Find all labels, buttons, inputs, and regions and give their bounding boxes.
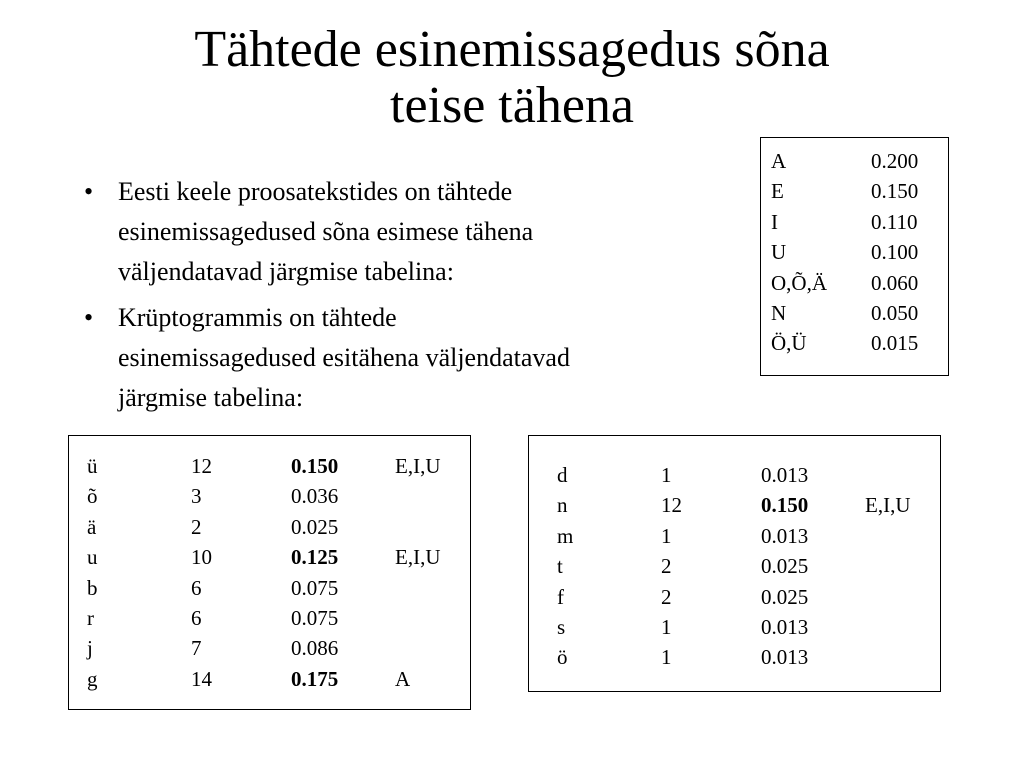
count-cell: 12: [191, 454, 212, 478]
title-line-1: Tähtede esinemissagedus sõna: [194, 21, 830, 78]
table-row: [87, 481, 441, 511]
count-cell: 1: [661, 615, 672, 640]
letter-cell: m: [557, 523, 574, 548]
bullet-line: esinemissagedused sõna esimese tähena: [118, 217, 534, 246]
letter-cell: b: [87, 575, 98, 600]
letter-cell: g: [87, 666, 98, 691]
match-cell: [395, 481, 441, 511]
bullet-item: [80, 298, 730, 418]
frequency-cell: 0.110: [871, 209, 918, 234]
match-cell: E,I,U: [865, 493, 911, 518]
table-row: [557, 642, 911, 672]
frequency-cell: 0.060: [871, 270, 919, 295]
frequency-cell: 0.025: [291, 514, 339, 539]
count-cell: 7: [191, 636, 202, 661]
letter-cell: A: [771, 149, 787, 173]
count-cell: 1: [661, 463, 672, 487]
bullet-line: Krüptogrammis on tähtede: [118, 303, 397, 332]
table-row: [557, 612, 911, 642]
table-row: [771, 207, 918, 237]
letter-cell: r: [87, 606, 94, 631]
match-cell: [865, 521, 911, 551]
count-cell: 2: [661, 554, 672, 579]
bullet-marker: •: [84, 177, 94, 206]
frequency-cell: 0.175: [291, 666, 339, 691]
count-cell: 12: [661, 493, 682, 518]
table-row: [771, 268, 918, 298]
match-cell: A: [395, 666, 411, 691]
table-row: [87, 512, 441, 542]
letter-cell: u: [87, 545, 98, 570]
count-cell: 10: [191, 545, 212, 570]
cryptogram-frequency-table-left: [68, 435, 471, 710]
match-cell: [865, 460, 911, 490]
table-row: [771, 328, 918, 358]
frequency-cell: 0.125: [291, 545, 339, 570]
frequency-cell: 0.013: [761, 523, 809, 548]
table-row: [87, 542, 441, 572]
match-cell: [395, 512, 441, 542]
frequency-cell: 0.013: [761, 463, 809, 487]
frequency-cell: 0.075: [291, 575, 339, 600]
frequency-cell: 0.015: [871, 331, 919, 356]
bullet-line: Eesti keele proosatekstides on tähtede: [118, 177, 513, 206]
letter-cell: I: [771, 209, 778, 234]
frequency-cell: 0.036: [291, 484, 339, 509]
count-cell: 6: [191, 575, 202, 600]
letter-cell: t: [557, 554, 563, 579]
table-row: [557, 551, 911, 581]
table-row: [557, 490, 911, 520]
count-cell: 2: [661, 584, 672, 609]
frequency-cell: 0.086: [291, 636, 339, 661]
table-row: [87, 664, 441, 694]
table-row: [771, 298, 918, 328]
count-cell: 3: [191, 484, 202, 509]
match-cell: [395, 633, 441, 663]
match-cell: E,I,U: [395, 454, 441, 478]
count-cell: 6: [191, 606, 202, 631]
frequency-cell: 0.025: [761, 554, 809, 579]
table-row: [557, 460, 911, 490]
table-row: [557, 582, 911, 612]
match-cell: E,I,U: [395, 545, 441, 570]
match-cell: [865, 551, 911, 581]
frequency-cell: 0.025: [761, 584, 809, 609]
first-letter-frequency-table: [760, 137, 949, 376]
bullet-item: [80, 172, 730, 292]
match-cell: [395, 603, 441, 633]
table-row: [87, 633, 441, 663]
frequency-cell: 0.150: [291, 454, 339, 478]
count-cell: 2: [191, 514, 202, 539]
count-cell: 14: [191, 666, 212, 691]
bullet-line: järgmise tabelina:: [118, 383, 304, 412]
table-row: [87, 573, 441, 603]
frequency-cell: 0.150: [871, 179, 919, 204]
table-row: [557, 521, 911, 551]
table-row: [771, 146, 918, 176]
count-cell: 1: [661, 645, 672, 670]
table-row: [771, 237, 918, 267]
match-cell: [865, 582, 911, 612]
frequency-cell: 0.013: [761, 615, 809, 640]
letter-cell: N: [771, 301, 787, 326]
slide-title: [60, 22, 964, 134]
letter-cell: d: [557, 463, 568, 487]
frequency-cell: 0.050: [871, 301, 919, 326]
letter-cell: f: [557, 584, 564, 609]
frequency-cell: 0.013: [761, 645, 809, 670]
bullet-line: väljendatavad järgmise tabelina:: [118, 257, 454, 286]
letter-cell: n: [557, 493, 568, 518]
title-line-2: teise tähena: [390, 77, 634, 134]
bullet-list: [80, 172, 730, 424]
letter-cell: s: [557, 615, 566, 640]
bullet-line: esinemissagedused esitähena väljendatavad: [118, 343, 570, 372]
letter-cell: ä: [87, 514, 97, 539]
frequency-cell: 0.100: [871, 240, 919, 265]
match-cell: [865, 642, 911, 672]
frequency-cell: 0.150: [761, 493, 809, 518]
match-cell: [395, 573, 441, 603]
letter-cell: j: [87, 636, 93, 661]
cryptogram-frequency-table-right: [528, 435, 941, 692]
letter-cell: O,Õ,Ä: [771, 270, 827, 295]
letter-cell: U: [771, 240, 787, 265]
match-cell: [865, 612, 911, 642]
table-row: [87, 451, 441, 481]
letter-cell: ü: [87, 454, 98, 478]
frequency-cell: 0.200: [871, 149, 919, 173]
bullet-marker: •: [84, 303, 94, 332]
table-row: [771, 176, 918, 206]
letter-cell: E: [771, 179, 784, 204]
table-row: [87, 603, 441, 633]
count-cell: 1: [661, 523, 672, 548]
letter-cell: Ö,Ü: [771, 331, 807, 356]
letter-cell: ö: [557, 645, 568, 670]
letter-cell: õ: [87, 484, 98, 509]
frequency-cell: 0.075: [291, 606, 339, 631]
